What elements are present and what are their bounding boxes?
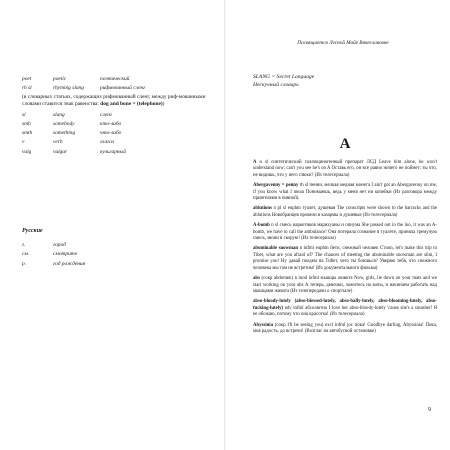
abbreviation-russian: поэтический (100, 76, 130, 82)
abbreviation-row (22, 75, 222, 84)
abbreviation-row (22, 111, 222, 120)
note-example: dog and bone = (telephone) (100, 101, 163, 108)
abbreviation-english: vulgar (53, 148, 68, 155)
abbreviation-english: verb (53, 139, 63, 146)
abbreviation-russian: сленг (100, 111, 113, 118)
russian-section-title: Русские (22, 228, 43, 234)
entry-body: n sl синтетический галлюциногенный препарат ЛСД Leave him alone, he won't understand now; can't you see he's on A Оставь его, он все равно ничего не поймет; ты что, не видишь, что у него глюки? (Из телесериала) (253, 160, 437, 178)
entry-headword: ablutions (253, 206, 272, 212)
section-letter: А (339, 136, 351, 152)
dictionary-entry (253, 223, 437, 242)
entry-headword: A-bomb (253, 223, 270, 229)
page-number: 9 (428, 407, 431, 413)
abbreviation-russian: глагол (100, 139, 115, 146)
dictionary-entry (253, 276, 437, 295)
abbreviation: poet (22, 76, 32, 82)
entry-body: rh sl пенни, мелкая медная монета I ain't got an Abergavenny on me, if you know what I mean Понимаешь, ведь у меня нет ни копейки (Из разговора между приятелями в пивной). (253, 183, 437, 202)
abbreviation-row (22, 250, 85, 259)
subtitle-line: SLANG = Secret Language (253, 74, 315, 80)
entry-headword: Abyssinia (253, 322, 273, 328)
dictionary-entry (253, 299, 437, 318)
abbreviation-english: slang (53, 111, 65, 118)
abbreviation-row (22, 241, 85, 250)
abbreviation: см. (22, 251, 30, 258)
abbreviation: sl (22, 111, 26, 118)
abbreviation: smb (22, 120, 31, 127)
entry-headword: A (253, 160, 257, 165)
entry-body: (сокр abdomen) n mod infml мышцы живота Now, girls, lie down on your mats and we start working on your abs А теперь, девочки, ложитесь на маты, и начинаем работать над мышцами живота (Из телепередачи о спортзале) (253, 276, 437, 294)
abbreviation-english: somebody (53, 120, 75, 127)
entry-body: adv infml абсолютно I love her abso-bloody-lutely 'cause she's a smasher! Я ее обожаю, потому что она красотка! (Из телесериала) (253, 305, 437, 318)
dictionary-entry (253, 160, 437, 179)
abbreviation-russian: что-либо (100, 130, 122, 137)
abbreviation-meaning: год рождения (53, 260, 86, 267)
entry-body: n infml euphm йети, снежный человек C'mon, let's make this trip to Tibet, what are you afraid of? The chances of meeting the abominable snowman are slim, I promise you! Ну давай поедем на Тибет, чего ты боишься? Уверяю тебя, что снежного человека мы там не встретим! (Из документального фильма) (253, 246, 437, 271)
abbreviation-english: rhyming slang (53, 85, 84, 92)
dictionary-entry (253, 183, 437, 202)
abbreviation: v (22, 139, 25, 146)
abbreviation-row (22, 138, 222, 147)
abbreviation-row (22, 84, 222, 93)
abbreviation: smth (22, 130, 33, 137)
abbreviation-table (22, 75, 222, 157)
abbreviation-row (22, 129, 222, 138)
abbreviation-russian: рифмованный сленг (100, 85, 146, 92)
abbreviation-meaning: город (53, 242, 66, 248)
entry-headword: abso-bloody-lutely (abso-blessed-lutely, abso-bally-lutely, abso-blooming-lutely, abso-fucking-lutely) (253, 299, 437, 311)
entry-body: n sl смесь наркотиков марихуаны и опиума She passed out in the loo, it was an A-bomb, we have to call the ambulance! Она потеряла сознание в туалете, приняла гремучую смесь, звони в скорую! (Из телесериала) (253, 223, 437, 242)
dictionary-entries (253, 160, 437, 339)
abbreviation: г. (22, 242, 26, 248)
abbreviation-english: something (53, 130, 76, 137)
entry-body: (сокр I'll be seeing you) excl infml joc пока! Goodbye darling, Abyssinia! Пока, моя радость, до встречи! (Возглас на автобусной остановке) (253, 322, 437, 334)
entry-headword: abs (253, 276, 260, 282)
abbreviation: vulg (22, 148, 32, 155)
running-head: Посвящается Лесной Майе Вячеславовне (297, 40, 389, 46)
abbreviation-meaning: смотрите (53, 251, 78, 258)
dictionary-subtitle (253, 73, 314, 89)
dictionary-entry (253, 246, 437, 272)
abbreviation-row (22, 148, 222, 157)
abbreviation: rh sl (22, 85, 32, 92)
entry-body: n pl sl euphm туалет, душевая The conscripts were shown to the barracks and the ablutions Новобранцев провели в казармы и душевые (Из телесериала) (253, 206, 437, 218)
dictionary-entry (253, 323, 437, 336)
note-text: (в словарных статьях, содержащих рифмованный сленг, между риф-мованными словами ставится знак равенства: (22, 93, 206, 108)
subtitle-line: Нескучный словарь (253, 82, 299, 88)
dictionary-entry (253, 206, 437, 219)
abbreviation-english: poetic (53, 76, 67, 82)
entry-headword: Abergavenny = penny (253, 183, 299, 189)
abbreviation-russian: вульгарный (100, 148, 126, 155)
entry-headword: abominable snowman (253, 246, 299, 252)
abbreviation: р. (22, 260, 27, 267)
abbreviation-russian: кто-либо (100, 120, 122, 127)
russian-abbreviation-table (22, 241, 85, 269)
abbreviation-row (22, 260, 85, 269)
abbreviation-row (22, 120, 222, 129)
note-end: ) (162, 101, 165, 108)
rhyming-slang-note (22, 94, 218, 109)
